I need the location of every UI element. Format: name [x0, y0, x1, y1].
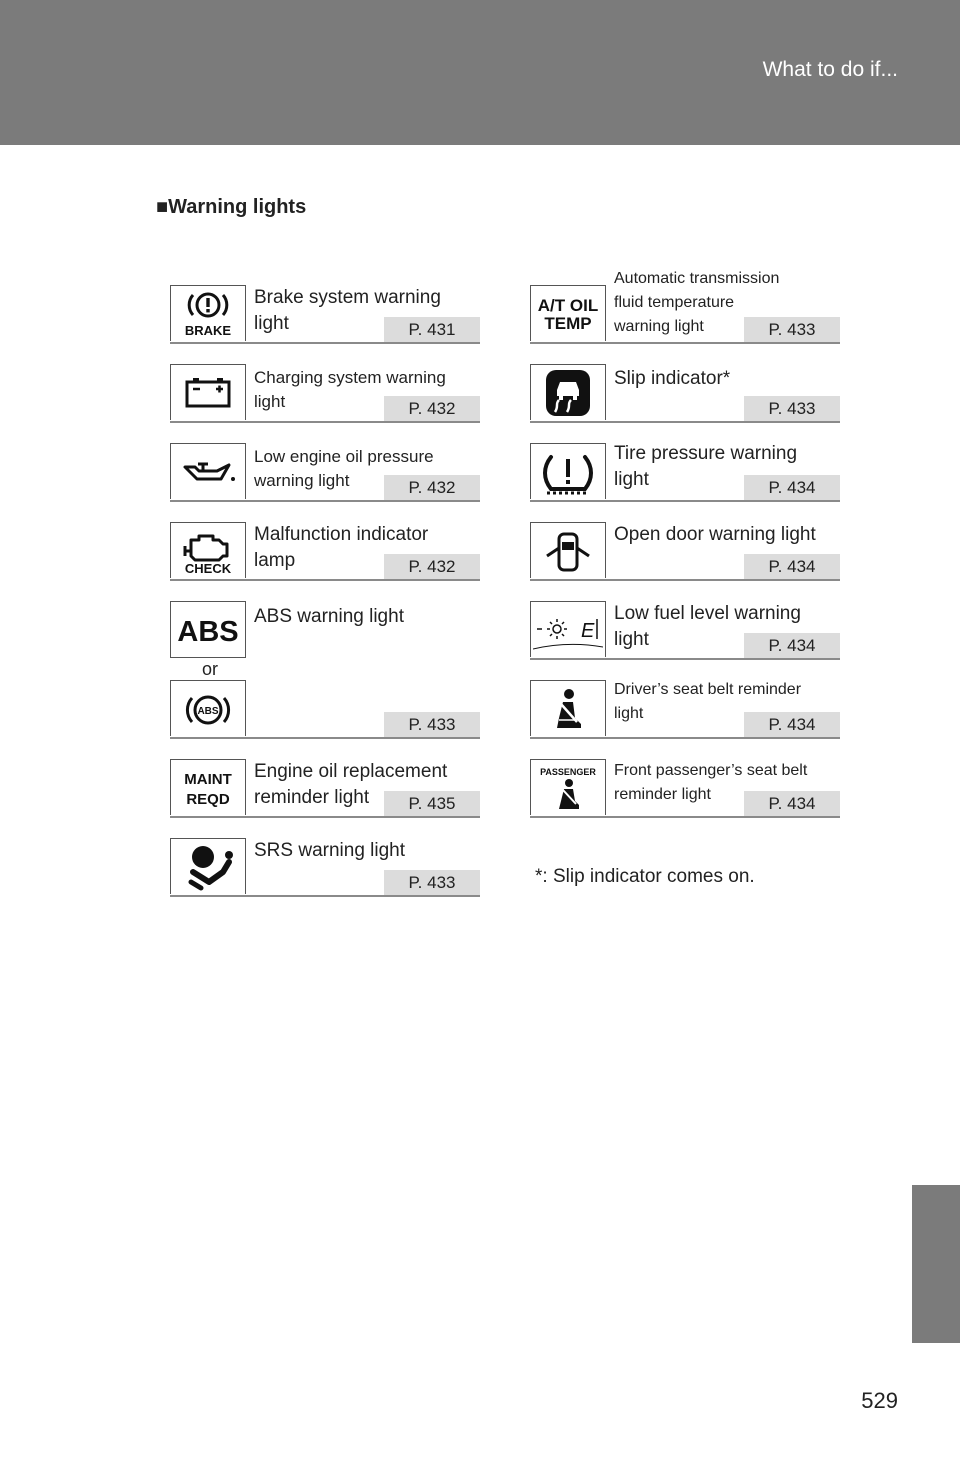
tire-pressure-icon: [530, 443, 606, 499]
page-number: 529: [861, 1388, 898, 1413]
driver-seatbelt-icon: [530, 680, 606, 736]
tire-pressure-label: Tire pressure warning light: [614, 443, 798, 490]
srs-warning-page-ref: P. 433: [384, 870, 480, 895]
temp-icon-text: TEMP: [544, 313, 592, 333]
oil-pressure-warning-page-ref: P. 432: [384, 475, 480, 500]
abs-text-icon: [170, 601, 246, 658]
brake-warning-page-ref: P. 431: [384, 317, 480, 342]
open-door-label: Open door warning light: [614, 524, 816, 545]
malfunction-indicator-label: Malfunction indicator lamp: [254, 524, 429, 571]
airbag-icon: [170, 838, 246, 894]
at-oil-temp-icon: [530, 285, 606, 341]
maint-reqd-icon: [170, 759, 246, 815]
slip-indicator-item: [530, 364, 840, 423]
battery-icon: [170, 364, 246, 420]
tire-pressure-item: [530, 443, 840, 502]
passenger-seatbelt-label: Front passenger’s seat belt reminder light: [614, 762, 808, 803]
check-icon-text: CHECK: [184, 560, 232, 576]
passenger-seatbelt-page-ref: P. 434: [744, 791, 840, 816]
slip-indicator-icon: [530, 364, 606, 420]
brake-icon-text: BRAKE: [184, 322, 232, 338]
charging-warning-page-ref: P. 432: [384, 396, 480, 421]
low-fuel-icon: [530, 601, 606, 657]
fuel-e-glyph: E: [581, 619, 595, 642]
oil-pressure-warning-label: Low engine oil pressure warning light: [254, 447, 434, 490]
reqd-icon-text: REQD: [186, 790, 230, 808]
check-engine-icon: [170, 522, 246, 578]
oil-replacement-label: Engine oil replacement reminder light: [254, 761, 448, 808]
or-text: or: [202, 659, 219, 679]
abs-warning-item: [170, 680, 480, 739]
at-oil-temp-page-ref: P. 433: [744, 317, 840, 342]
at-oil-temp-label: Automatic transmission fluid temperature warning light: [614, 270, 780, 335]
brake-warning-item: [170, 285, 480, 344]
driver-seatbelt-page-ref: P. 434: [744, 712, 840, 737]
oil-can-icon: [170, 443, 246, 499]
section-title: ■Warning lights: [156, 196, 307, 218]
brake-warning-icon: [170, 285, 246, 341]
open-door-icon: [530, 522, 606, 578]
low-fuel-label: Low fuel level warning light: [614, 603, 801, 650]
abs-icon-text: ABS: [177, 615, 239, 648]
page-header: [0, 0, 960, 145]
abs-circle-icon: [170, 680, 246, 736]
malfunction-indicator-item: [170, 522, 480, 581]
tire-pressure-page-ref: P. 434: [744, 475, 840, 500]
abs-warning-page-ref: P. 433: [384, 712, 480, 737]
passenger-seatbelt-item: [530, 759, 840, 818]
charging-warning-item: [170, 364, 480, 423]
slip-indicator-page-ref: P. 433: [744, 396, 840, 421]
srs-warning-label: SRS warning light: [254, 840, 406, 861]
footnote: *: Slip indicator comes on.: [535, 866, 755, 887]
abs-warning-label: ABS warning light: [254, 606, 404, 627]
section-side-tab: [912, 1185, 960, 1343]
passenger-icon-text: PASSENGER: [540, 766, 596, 777]
abs-circle-text: ABS: [197, 705, 219, 717]
driver-seatbelt-item: [530, 680, 840, 739]
oil-replacement-page-ref: P. 435: [384, 791, 480, 816]
maint-icon-text: MAINT: [184, 770, 232, 788]
oil-replacement-item: [170, 759, 480, 818]
oil-pressure-warning-item: [170, 443, 480, 502]
passenger-seatbelt-icon: [530, 759, 606, 815]
brake-warning-label: Brake system warning light: [254, 287, 441, 334]
open-door-page-ref: P. 434: [744, 554, 840, 579]
driver-seatbelt-label: Driver’s seat belt reminder light: [614, 681, 802, 722]
charging-warning-label: Charging system warning light: [254, 368, 446, 411]
header-title: What to do if...: [762, 58, 898, 81]
srs-warning-item: [170, 838, 480, 897]
low-fuel-item: [530, 601, 840, 660]
slip-indicator-label: Slip indicator*: [614, 368, 731, 389]
low-fuel-page-ref: P. 434: [744, 633, 840, 658]
at-oil-icon-text: A/T OIL: [537, 295, 599, 315]
malfunction-indicator-page-ref: P. 432: [384, 554, 480, 579]
open-door-item: [530, 522, 840, 581]
at-oil-temp-item: [530, 270, 840, 344]
